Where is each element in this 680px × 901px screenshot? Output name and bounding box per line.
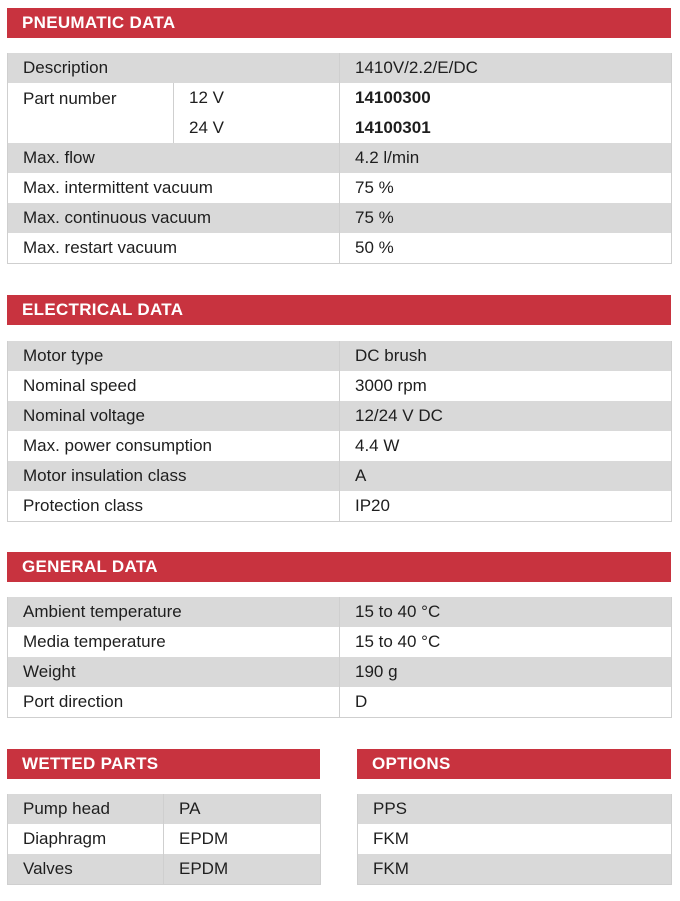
row-value: 75 %: [340, 173, 672, 203]
row-label: Nominal voltage: [8, 401, 340, 431]
part-number-label: Part number: [8, 83, 174, 143]
row-value: DC brush: [340, 341, 672, 371]
section-header-general: GENERAL DATA: [7, 552, 671, 582]
row-value: 75 %: [340, 203, 672, 233]
row-label: Max. restart vacuum: [8, 233, 340, 263]
row-label: Max. intermittent vacuum: [8, 173, 340, 203]
table-row: [8, 233, 672, 263]
row-label: Protection class: [8, 491, 340, 521]
table-row: [358, 794, 672, 824]
row-value: EPDM: [164, 824, 321, 854]
row-label: Max. flow: [8, 143, 340, 173]
table-row: [8, 491, 672, 521]
table-row: [358, 824, 672, 854]
table-row: [8, 53, 672, 83]
row-label: Weight: [8, 657, 340, 687]
row-label: Media temperature: [8, 627, 340, 657]
part-24v-label: 24 V: [174, 113, 340, 143]
table-row: [8, 794, 321, 824]
row-value: 4.2 l/min: [340, 143, 672, 173]
section-header-options: OPTIONS: [357, 749, 671, 779]
table-row: [8, 173, 672, 203]
row-label: Max. continuous vacuum: [8, 203, 340, 233]
table-row: [8, 627, 672, 657]
table-row: [8, 431, 672, 461]
table-row: [8, 83, 672, 113]
table-row: [8, 341, 672, 371]
wetted-parts-table: [7, 794, 321, 885]
table-row: [358, 854, 672, 884]
table-row: [8, 401, 672, 431]
row-label: Description: [8, 53, 340, 83]
row-value: IP20: [340, 491, 672, 521]
row-value: 4.4 W: [340, 431, 672, 461]
table-row: [8, 461, 672, 491]
row-label: Diaphragm: [8, 824, 164, 854]
electrical-table: [7, 341, 672, 522]
table-row: [8, 203, 672, 233]
row-value: 12/24 V DC: [340, 401, 672, 431]
row-value: 50 %: [340, 233, 672, 263]
row-label: Pump head: [8, 794, 164, 824]
row-label: Ambient temperature: [8, 597, 340, 627]
option-value: PPS: [358, 794, 672, 824]
row-label: Motor insulation class: [8, 461, 340, 491]
table-row: [8, 371, 672, 401]
row-value: D: [340, 687, 672, 717]
part-24v-value: 14100301: [340, 113, 672, 143]
row-value: 3000 rpm: [340, 371, 672, 401]
row-value: 1410V/2.2/E/DC: [340, 53, 672, 83]
part-12v-value: 14100300: [340, 83, 672, 113]
table-row: [8, 597, 672, 627]
section-header-pneumatic: PNEUMATIC DATA: [7, 8, 671, 38]
general-table: [7, 597, 672, 718]
option-value: FKM: [358, 824, 672, 854]
row-label: Valves: [8, 854, 164, 884]
table-row: [8, 687, 672, 717]
row-label: Nominal speed: [8, 371, 340, 401]
row-value: 15 to 40 °C: [340, 627, 672, 657]
table-row: [8, 854, 321, 884]
row-label: Port direction: [8, 687, 340, 717]
table-row: [8, 657, 672, 687]
pneumatic-table: [7, 53, 672, 264]
row-label: Max. power consumption: [8, 431, 340, 461]
row-value: 15 to 40 °C: [340, 597, 672, 627]
part-12v-label: 12 V: [174, 83, 340, 113]
table-row: [8, 143, 672, 173]
table-row: [8, 824, 321, 854]
row-value: 190 g: [340, 657, 672, 687]
row-value: A: [340, 461, 672, 491]
row-label: Motor type: [8, 341, 340, 371]
row-value: EPDM: [164, 854, 321, 884]
row-value: PA: [164, 794, 321, 824]
section-header-wetted-parts: WETTED PARTS: [7, 749, 320, 779]
option-value: FKM: [358, 854, 672, 884]
section-header-electrical: ELECTRICAL DATA: [7, 295, 671, 325]
options-table: [357, 794, 672, 885]
